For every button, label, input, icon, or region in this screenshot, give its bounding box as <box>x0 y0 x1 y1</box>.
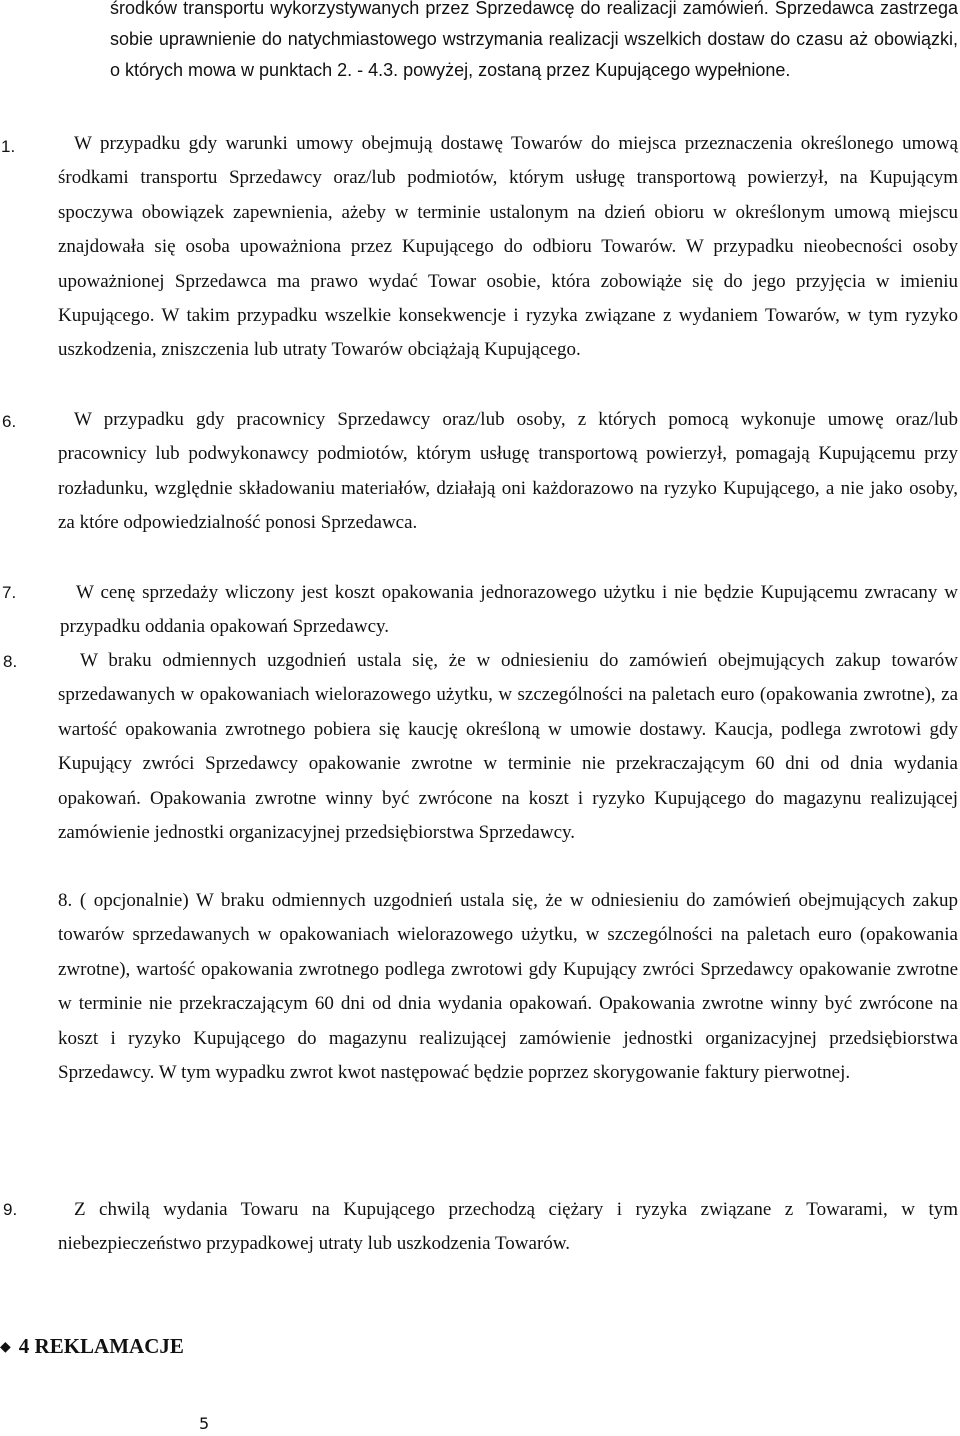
item-number: 8. <box>3 652 18 671</box>
diamond-bullet-icon: ◆ <box>0 1340 11 1355</box>
paragraph-item-6: W przypadku gdy pracownicy Sprzedawcy oraz/lub osoby, z których pomocą wykonuje umowę oraz/lub pracownicy lub podwykonawcy podmiotów, którym usługę transportową powierzył, pomagają Kupującemu przy rozładunku, względnie składowaniu materiałów, działają oni każdorazowo na ryzyko Kupującego, a nie jako osoby, za które odpowiedzialność ponosi Sprzedawca. <box>58 409 958 534</box>
section-heading <box>0 1332 184 1362</box>
item-number: 7. <box>2 583 17 602</box>
paragraph-item-8-optional: 8. ( opcjonalnie) W braku odmiennych uzgodnień ustala się, że w odniesieniu do zamówień obejmujących zakup towarów sprzedawanych w opakowaniach wielorazowego użytku, w szczególności na paletach euro (opakowania zwrotne), wartość opakowania zwrotnego podlega zwrotowi gdy Kupujący zwróci Sprzedawcy opakowanie zwrotne w terminie nie przekraczającym 60 dni od dnia wydania opakowań. Opakowania zwrotne winny być zwrócone na koszt i ryzyko Kupującego do magazynu realizującej zamówienie jednostki organizacyjnej przedsiębiorstwa Sprzedawcy. W tym wypadku zwrot kwot następować będzie poprzez skorygowanie faktury pierwotnej. <box>58 890 958 1084</box>
paragraph-item-9: Z chwilą wydania Towaru na Kupującego przechodzą ciężary i ryzyka związane z Towarami, w tym niebezpieczeństwo przypadkowej utraty lub uszkodzenia Towarów. <box>58 1199 958 1255</box>
paragraph-item-1: W przypadku gdy warunki umowy obejmują dostawę Towarów do miejsca przeznaczenia określonego umową środkami transportu Sprzedawcy oraz/lub podmiotów, którym usługę transportową powierzył, na Kupującym spoczywa obowiązek zapewnienia, ażeby w terminie ustalonym na dzień obioru w określonym umową miejscu znajdowała się osoba upoważniona przez Kupującego do odbioru Towarów. W przypadku nieobecności osoby upoważnionej Sprzedawca ma prawo wydać Towar osobie, która zobowiąże się do jego przyjęcia w imieniu Kupującego. W takim przypadku wszelkie konsekwencje i ryzyka związane z wydaniem Towarów, w tym ryzyko uszkodzenia, zniszczenia lub utraty Towarów obciążają Kupującego. <box>58 133 958 361</box>
item-number: 1. <box>1 137 16 156</box>
section-heading-text: 4 REKLAMACJE <box>18 1334 184 1358</box>
paragraph-item-7: W cenę sprzedaży wliczony jest koszt opakowania jednorazowego użytku i nie będzie Kupującemu zwracany w przypadku oddania opakowań Sprzedawcy. <box>60 582 958 637</box>
paragraph-item-8: W braku odmiennych uzgodnień ustala się, że w odniesieniu do zamówień obejmujących zakup towarów sprzedawanych w opakowaniach wielorazowego użytku, w szczególności na paletach euro (opakowania zwrotne), za wartość opakowania zwrotnego pobiera się kaucję określoną w umowie dostawy. Kaucja, podlega zwrotowi gdy Kupujący zwróci Sprzedawcy opakowanie zwrotne w terminie nie przekraczającym 60 dni od dnia wydania opakowań. Opakowania zwrotne winny być zwrócone na koszt i ryzyko Kupującego do magazynu realizującej zamówienie jednostki organizacyjnej przedsiębiorstwa Sprzedawcy. <box>58 650 958 844</box>
page-number: 5 <box>199 1414 210 1433</box>
item-number: 9. <box>3 1200 18 1219</box>
item-number: 6. <box>2 412 17 431</box>
intro-paragraph: środków transportu wykorzystywanych przez Sprzedawcę do realizacji zamówień. Sprzedawca zastrzega sobie uprawnienie do natychmiastowego wstrzymania realizacji wszelkich dostaw do czasu aż obowiązki, o których mowa w punktach 2. - 4.3. powyżej, zostaną przez Kupującego wypełnione. <box>110 0 958 80</box>
